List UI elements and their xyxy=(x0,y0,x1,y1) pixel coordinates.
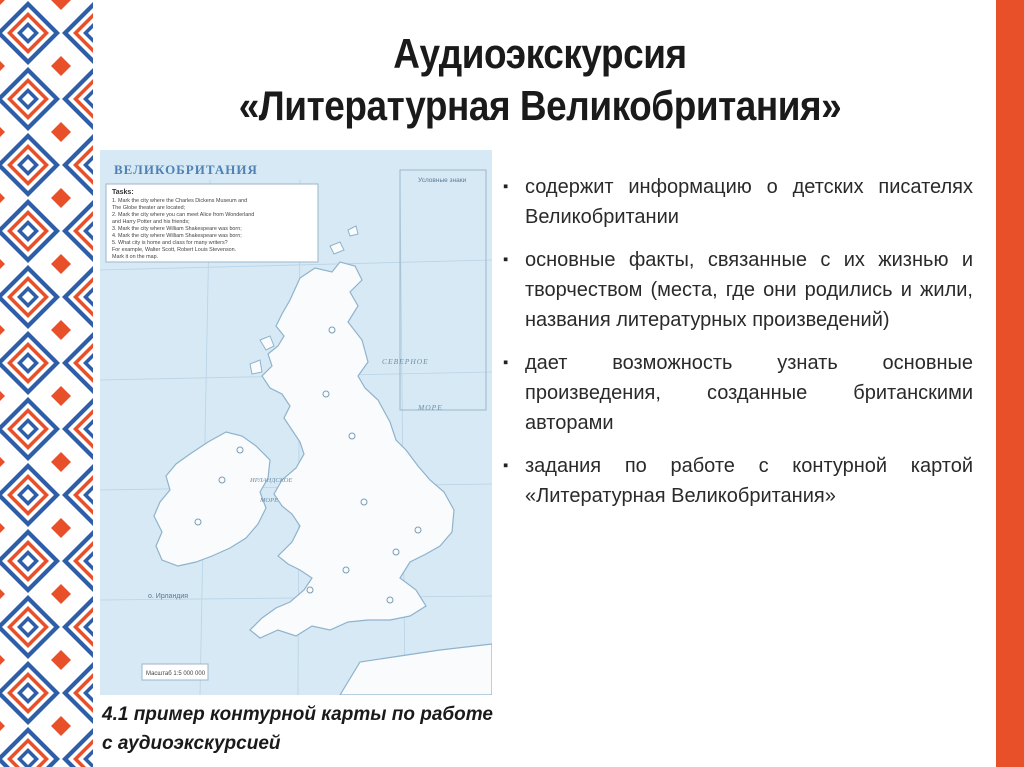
bullet-marker: ▪ xyxy=(503,178,509,195)
map-task-line: The Globe theater are located; xyxy=(112,205,186,211)
caption-line-2: с аудиоэкскурсией xyxy=(102,733,281,754)
contour-map-image xyxy=(100,150,492,695)
caption-line-1: 4.1 пример контурной карты по работе xyxy=(102,704,493,725)
bullet-text: основные факты, связанные с их жизнью и творчеством (места, где они родились и жили, названия литературных произведений) xyxy=(525,249,973,331)
map-sea-label-north-1: СЕВЕРНОЕ xyxy=(382,357,429,366)
bullet-marker: ▪ xyxy=(503,457,509,474)
bullet-marker: ▪ xyxy=(503,251,509,268)
bullet-text: задания по работе с контурной картой «Литературная Великобритания» xyxy=(525,455,973,507)
bullet-marker: ▪ xyxy=(503,354,509,371)
bullet-text: содержит информацию о детских писателях Великобритании xyxy=(525,176,973,228)
decorative-border-right xyxy=(996,0,1024,767)
map-scale-label: Масштаб 1:5 000 000 xyxy=(146,671,206,677)
bullet-text: дает возможность узнать основные произведения, созданные британскими авторами xyxy=(525,352,973,434)
map-sea-label-irish-2: МОРЕ xyxy=(260,497,279,504)
map-task-line: 2. Mark the city where you can meet Alice from Wonderland xyxy=(112,212,255,218)
map-task-line: 1. Mark the city where the Charles Dickens Museum and xyxy=(112,198,248,204)
bullet-list xyxy=(503,172,973,524)
bullet-item xyxy=(503,451,973,511)
map-caption xyxy=(102,700,562,758)
map-sea-label-north-2: МОРЕ xyxy=(418,403,443,412)
map-legend-label: Условные знаки xyxy=(418,177,467,184)
map-sea-label-irish-1: ИРЛАНДСКОЕ xyxy=(250,477,293,484)
bullet-item xyxy=(503,245,973,335)
map-task-line: 4. Mark the city where William Shakespeare was born; xyxy=(112,233,242,239)
slide-title-line-2: «Литературная Великобритания» xyxy=(238,82,842,129)
map-ireland-label: о. Ирландия xyxy=(148,593,189,600)
map-task-line: and Harry Potter and his friends; xyxy=(112,219,190,225)
map-task-line: Mark it on the map. xyxy=(112,254,159,260)
bullet-item xyxy=(503,172,973,232)
map-task-line: For example, Walter Scott, Robert Louis Stevenson. xyxy=(112,247,237,253)
map-task-line: 5. What city is home and class for many writers? xyxy=(112,240,228,246)
map-heading: ВЕЛИКОБРИТАНИЯ xyxy=(114,162,258,177)
bullet-item xyxy=(503,348,973,438)
map-tasks-title: Tasks: xyxy=(112,189,134,196)
decorative-border-left xyxy=(0,0,93,767)
slide-title-line-1: Аудиоэкскурсия xyxy=(393,30,687,77)
map-task-line: 3. Mark the city where William Shakespeare was born; xyxy=(112,226,242,232)
